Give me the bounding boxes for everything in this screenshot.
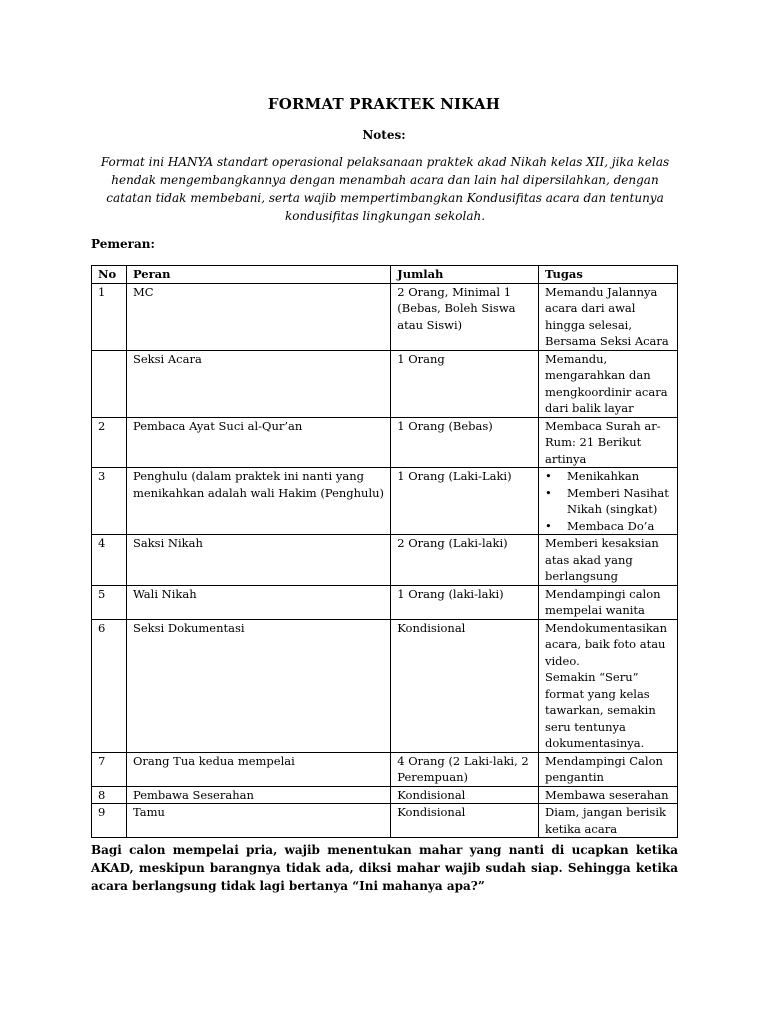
cell-tugas: Membaca Surah ar-Rum: 21 Berikut artinya xyxy=(539,417,678,468)
table-row xyxy=(92,283,678,350)
cell-peran: Orang Tua kedua mempelai xyxy=(126,752,390,786)
cell-jumlah: Kondisional xyxy=(391,619,539,752)
cell-peran: Wali Nikah xyxy=(126,585,390,619)
table-row xyxy=(92,585,678,619)
bullet-icon: • xyxy=(545,469,552,483)
list-item: • Membaca Do’a xyxy=(545,518,655,533)
cell-no: 7 xyxy=(92,752,127,786)
cast-label: Pemeran: xyxy=(91,237,155,251)
cell-jumlah: 1 Orang xyxy=(391,350,539,417)
list-item: • Memberi Nasihat Nikah (singkat) xyxy=(545,485,669,516)
cell-peran: Seksi Acara xyxy=(126,350,390,417)
cell-peran: Seksi Dokumentasi xyxy=(126,619,390,752)
table-row xyxy=(92,619,678,752)
cell-no: 4 xyxy=(92,535,127,586)
cell-tugas: Memandu, mengarahkan dan mengkoordinir acara dari balik layar xyxy=(539,350,678,417)
cell-tugas: Membawa seserahan xyxy=(539,786,678,804)
list-item: • Menikahkan xyxy=(545,469,640,483)
cell-tugas: Diam, jangan berisik ketika acara xyxy=(539,804,678,838)
cell-tugas: Memberi kesaksian atas akad yang berlangsung xyxy=(539,535,678,586)
cell-no: 3 xyxy=(92,468,127,535)
cell-tugas: Mendampingi calon mempelai wanita xyxy=(539,585,678,619)
notes-label: Notes: xyxy=(362,128,406,142)
table-row xyxy=(92,535,678,586)
cell-peran: Pembaca Ayat Suci al-Qur’an xyxy=(126,417,390,468)
cell-jumlah: 1 Orang (Laki-Laki) xyxy=(391,468,539,535)
cell-tugas xyxy=(539,468,678,535)
table-row xyxy=(92,468,678,535)
mahar-note: Bagi calon mempelai pria, wajib menentukan mahar yang nanti di ucapkan ketika AKAD, meskipun barangnya tidak ada, diksi mahar wajib sudah siap. Sehingga ketika acara berlangsung tidak lagi bertanya “Ini mahanya apa?” xyxy=(91,843,678,893)
table-row xyxy=(92,752,678,786)
table-row xyxy=(92,350,678,417)
tugas-line: Mendokumentasikan acara, baik foto atau video. xyxy=(545,620,668,668)
cell-peran: Pembawa Seserahan xyxy=(126,786,390,804)
header-jumlah: Jumlah xyxy=(391,266,539,284)
cell-peran: Saksi Nikah xyxy=(126,535,390,586)
cell-jumlah: 1 Orang (laki-laki) xyxy=(391,585,539,619)
cell-jumlah: Kondisional xyxy=(391,786,539,804)
cell-tugas xyxy=(539,619,678,752)
table-row xyxy=(92,417,678,468)
cell-jumlah: 1 Orang (Bebas) xyxy=(391,417,539,468)
cell-tugas: Mendampingi Calon pengantin xyxy=(539,752,678,786)
cell-no: 1 xyxy=(92,283,127,350)
notes-text: Format ini HANYA standart operasional pelaksanaan praktek akad Nikah kelas XII, jika kelas hendak mengembangkannya dengan menambah acara dan lain hal dipersilahkan, dengan catatan tidak membebani, serta wajib mempertimbangkan Kondusifitas acara dan tentunya kondusifitas lingkungan sekolah. xyxy=(100,155,670,223)
cell-jumlah: 2 Orang (Laki-laki) xyxy=(391,535,539,586)
bullet-icon: • xyxy=(545,485,552,500)
header-peran: Peran xyxy=(126,266,390,284)
document-title: FORMAT PRAKTEK NIKAH xyxy=(267,95,501,113)
header-tugas: Tugas xyxy=(539,266,678,284)
cast-table xyxy=(91,265,678,838)
cell-no xyxy=(92,350,127,417)
cell-peran: Penghulu (dalam praktek ini nanti yang menikahkan adalah wali Hakim (Penghulu) xyxy=(126,468,390,535)
table-row xyxy=(92,804,678,838)
cell-jumlah: Kondisional xyxy=(391,804,539,838)
cell-no: 2 xyxy=(92,417,127,468)
cell-jumlah: 4 Orang (2 Laki-laki, 2 Perempuan) xyxy=(391,752,539,786)
cell-no: 6 xyxy=(92,619,127,752)
cell-jumlah: 2 Orang, Minimal 1 (Bebas, Boleh Siswa atau Siswi) xyxy=(391,283,539,350)
cell-peran: Tamu xyxy=(126,804,390,838)
cell-peran: MC xyxy=(126,283,390,350)
cell-no: 8 xyxy=(92,786,127,804)
task-list xyxy=(545,468,673,534)
cell-tugas: Memandu Jalannya acara dari awal hingga selesai, Bersama Seksi Acara xyxy=(539,283,678,350)
tugas-extra-line: Semakin “Seru” format yang kelas tawarkan, semakin seru tentunya dokumentasinya. xyxy=(545,670,656,750)
cell-no: 9 xyxy=(92,804,127,838)
table-row xyxy=(92,786,678,804)
bullet-icon: • xyxy=(545,518,552,533)
cell-no: 5 xyxy=(92,585,127,619)
table-header-row xyxy=(92,266,678,284)
header-no: No xyxy=(92,266,127,284)
